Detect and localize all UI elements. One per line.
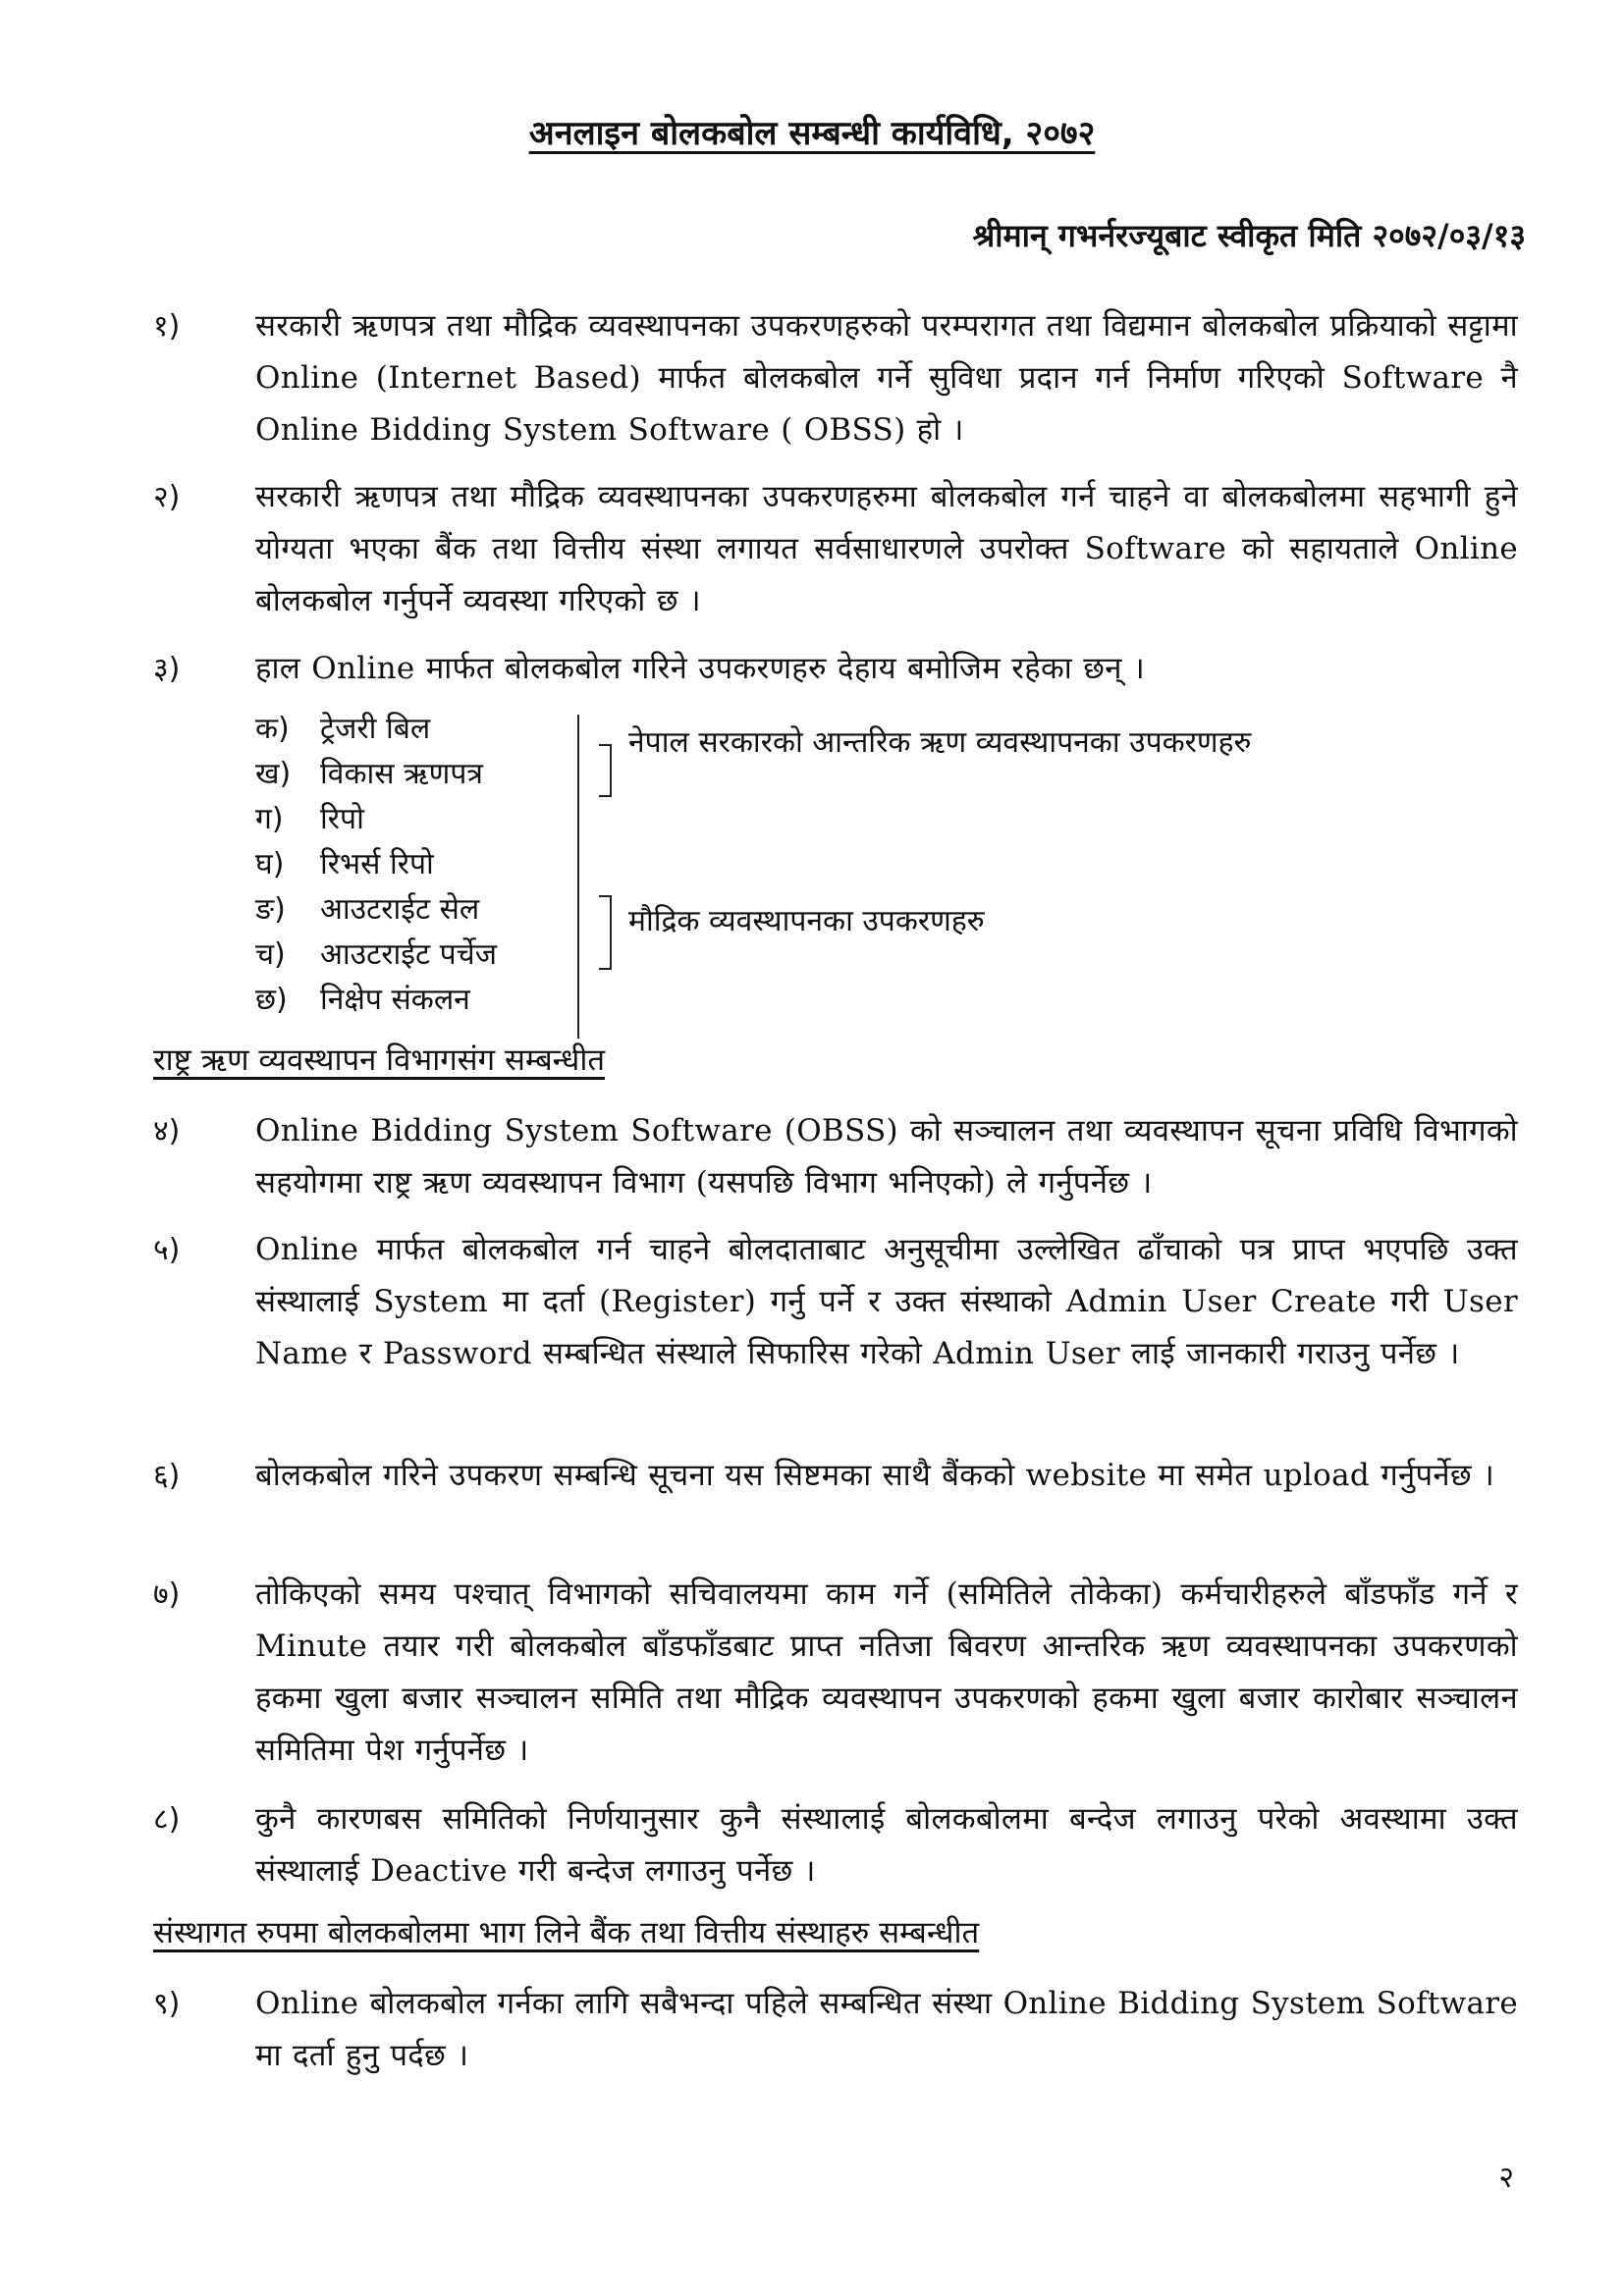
section-heading-debt-department: राष्ट्र ऋण व्यवस्थापन विभागसंग सम्बन्धीत xyxy=(153,1042,606,1078)
bracket-internal-debt xyxy=(599,744,612,797)
clause-number: ९) xyxy=(153,1987,181,2021)
instrument-item xyxy=(255,797,569,842)
clause-number: ४) xyxy=(153,1114,181,1148)
clause-number: ६) xyxy=(153,1459,181,1493)
clause-text: सरकारी ऋणपत्र तथा मौद्रिक व्यवस्थापनका उपकरणहरुको परम्परागत तथा विद्यमान बोलकबोल प्रक्रियाको सट्टामा Online (Internet Based) मार्फत बोलकबोल गर्ने सुविधा प्रदान गर्न निर्माण गरिएको Software नै Online Bidding System Software ( OBSS) हो । xyxy=(255,308,1518,448)
approval-date: श्रीमान् गभर्नरज्यूबाट स्वीकृत मिति २०७२/०३/१३ xyxy=(972,217,1526,254)
instruments-list xyxy=(255,707,569,1023)
instrument-item xyxy=(255,707,569,752)
clause-number: ७) xyxy=(153,1577,181,1612)
clause-text: हाल Online मार्फत बोलकबोल गरिने उपकरणहरु देहाय बमोजिम रहेका छन् । xyxy=(255,651,1145,686)
instrument-item xyxy=(255,933,569,978)
clause-text: सरकारी ऋणपत्र तथा मौद्रिक व्यवस्थापनका उपकरणहरुमा बोलकबोल गर्न चाहने वा बोलकबोलमा सहभागी हुने योग्यता भएका बैंक तथा वित्तीय संस्था लगायत सर्वसाधारणले उपरोक्त Software को सहायताले Online बोलकबोल गर्नुपर्ने व्यवस्था गरिएको छ । xyxy=(255,479,1518,618)
clause-text: कुनै कारणबस समितिको निर्णयानुसार कुनै संस्थालाई बोलकबोलमा बन्देज लगाउनु परेको अवस्थामा उक्त संस्थालाई Deactive गरी बन्देज लगाउनु पर्नेछ । xyxy=(255,1801,1518,1889)
instrument-label: च) xyxy=(255,937,286,972)
clause-text: Online Bidding System Software (OBSS) को सञ्चालन तथा व्यवस्थापन सूचना प्रविधि विभागको सहयोगमा राष्ट्र ऋण व्यवस्थापन विभाग (यसपछि विभाग भनिएको) ले गर्नुपर्नेछ । xyxy=(255,1113,1518,1201)
clause-text: Online मार्फत बोलकबोल गर्न चाहने बोलदाताबाट अनुसूचीमा उल्लेखित ढाँचाको पत्र प्राप्त भएपछि उक्त संस्थालाई System मा दर्ता (Register) गर्नु पर्ने र उक्त संस्थाको Admin User Create गरी User Name र Password सम्बन्धित संस्थाले सिफारिस गरेको Admin User लाई जानकारी गराउनु पर्नेछ । xyxy=(255,1232,1518,1371)
instrument-label: ख) xyxy=(255,757,292,791)
clause-number: २) xyxy=(153,480,181,514)
instrument-label: छ) xyxy=(255,983,288,1017)
page-number: २ xyxy=(1498,2161,1514,2195)
list-divider xyxy=(577,715,579,1039)
instrument-name: रिभर्स रिपो xyxy=(320,847,434,881)
instruments-section xyxy=(255,707,1522,1036)
clause-number: १) xyxy=(153,309,181,344)
bracket-monetary xyxy=(599,895,612,970)
instrument-item xyxy=(255,887,569,933)
instrument-item xyxy=(255,842,569,887)
instrument-label: ङ) xyxy=(255,892,286,927)
instrument-name: निक्षेप संकलन xyxy=(320,983,470,1017)
instrument-name: ट्रेजरी बिल xyxy=(320,712,431,746)
group-label-monetary: मौद्रिक व्यवस्थापनका उपकरणहरु xyxy=(628,904,985,938)
clause-text: बोलकबोल गरिने उपकरण सम्बन्धि सूचना यस सिष्टमका साथै बैंकको website मा समेत upload गर्नुपर्नेछ । xyxy=(255,1458,1495,1493)
instrument-item xyxy=(255,752,569,797)
clause-text: Online बोलकबोल गर्नका लागि सबैभन्दा पहिले सम्बन्धित संस्था Online Bidding System Software मा दर्ता हुनु पर्दछ । xyxy=(255,1986,1518,2073)
instrument-name: आउटराईट सेल xyxy=(320,892,480,927)
clause-text: तोकिएको समय पश्चात् विभागको सचिवालयमा काम गर्ने (समितिले तोकेका) कर्मचारीहरुले बाँडफाँड गर्ने र Minute तयार गरी बोलकबोल बाँडफाँडबाट प्राप्त नतिजा बिवरण आन्तरिक ऋण व्यवस्थापनका उपकरणको हकमा खुला बजार सञ्चालन समिति तथा मौद्रिक व्यवस्थापन उपकरणको हकमा खुला बजार कारोबार सञ्चालन समितिमा पेश गर्नुपर्नेछ । xyxy=(255,1576,1518,1768)
instrument-name: आउटराईट पर्चेज xyxy=(320,937,497,972)
instrument-label: घ) xyxy=(255,847,285,881)
clause-number: ५) xyxy=(153,1233,181,1267)
instrument-item xyxy=(255,978,569,1023)
instrument-label: ग) xyxy=(255,802,284,836)
instrument-label: क) xyxy=(255,712,290,746)
instrument-name: विकास ऋणपत्र xyxy=(320,757,483,791)
clause-number: ३) xyxy=(153,652,181,686)
group-label-internal-debt: नेपाल सरकारको आन्तरिक ऋण व्यवस्थापनका उपकरणहरु xyxy=(628,725,1252,760)
document-title: अनलाइन बोलकबोल सम्बन्धी कार्यविधि, २०७२ xyxy=(528,114,1096,153)
instrument-name: रिपो xyxy=(320,802,364,836)
section-heading-institutions: संस्थागत रुपमा बोलकबोलमा भाग लिने बैंक तथा वित्तीय संस्थाहरु सम्बन्धीत xyxy=(153,1915,980,1950)
clause-number: ८) xyxy=(153,1802,181,1837)
